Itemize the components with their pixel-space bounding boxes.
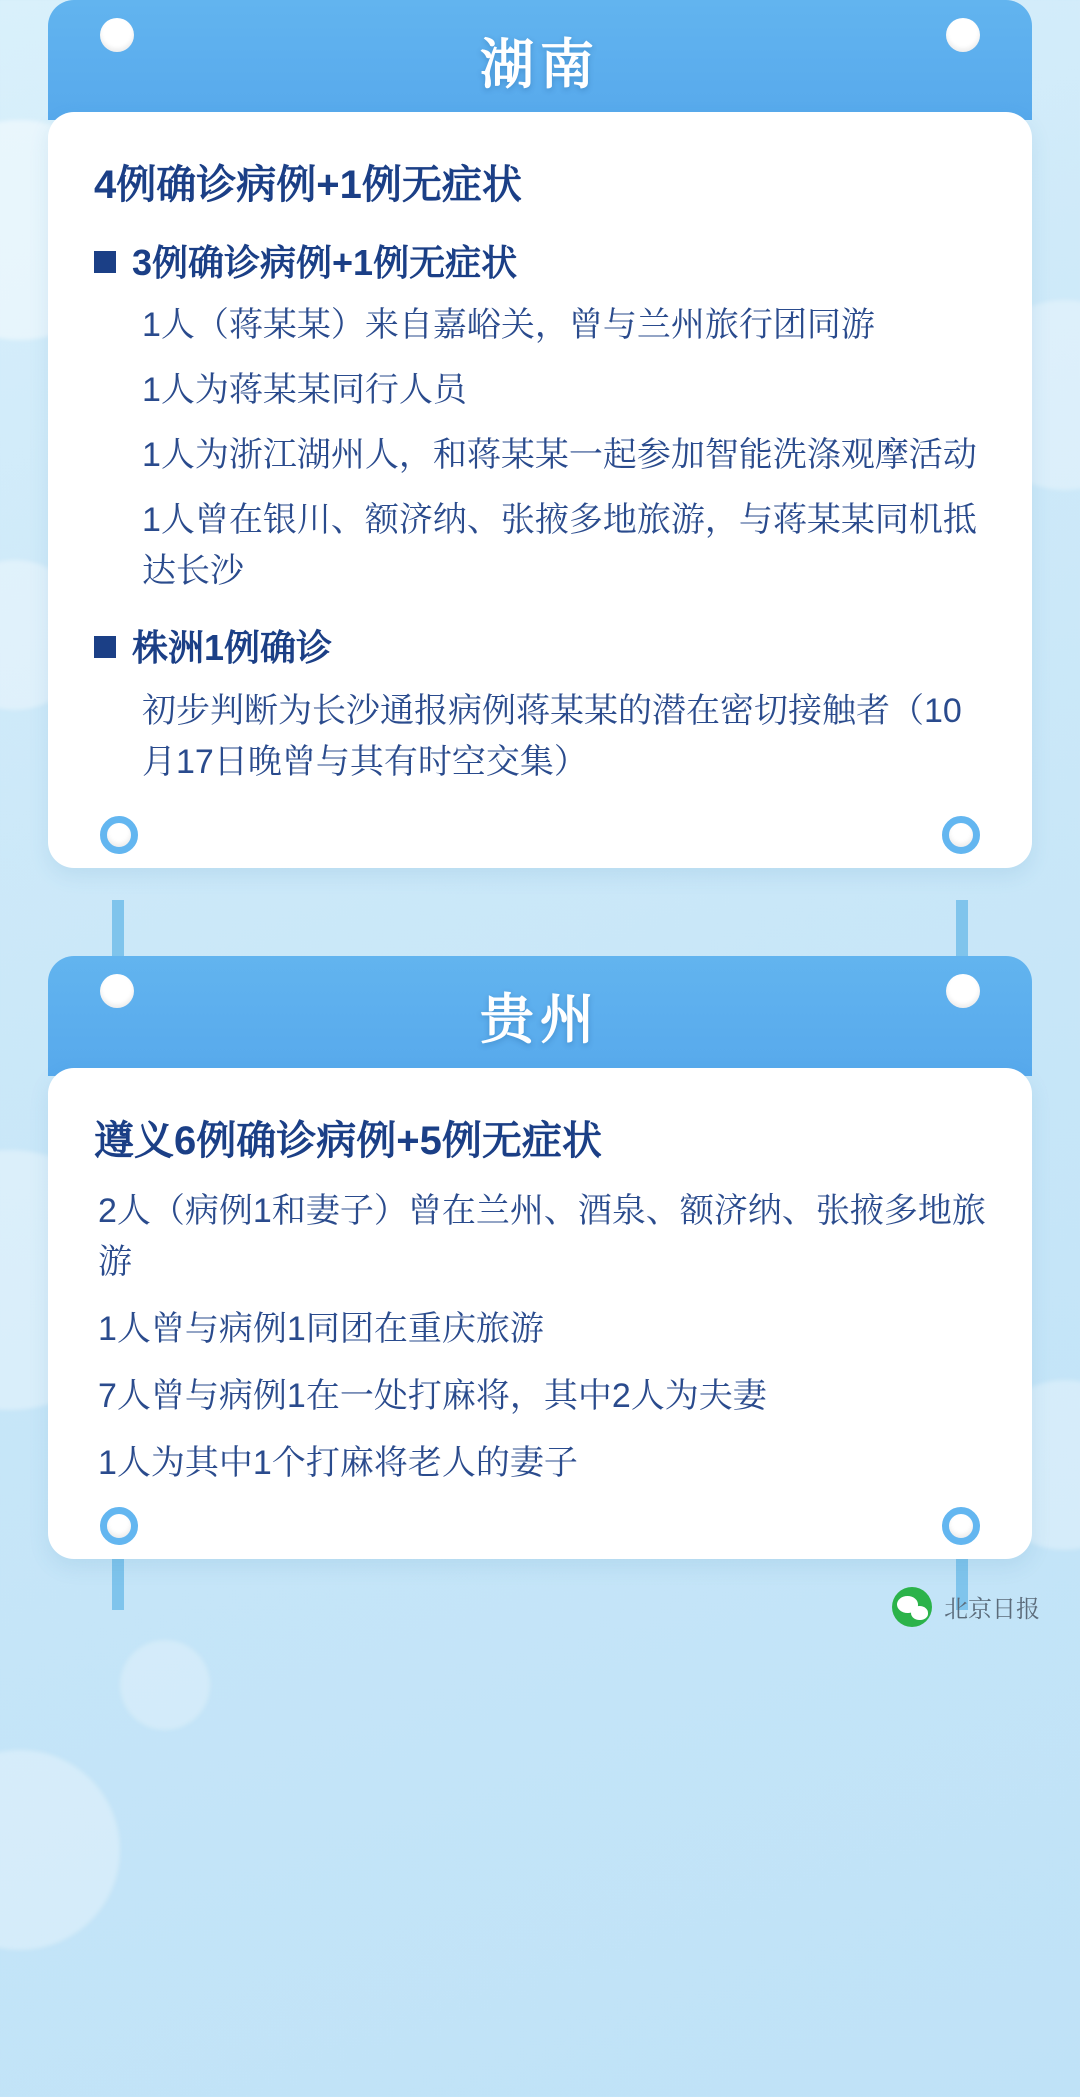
peg-icon <box>942 1507 980 1545</box>
peg-icon <box>100 974 134 1008</box>
list-item: 1人为其中1个打麻将老人的妻子 <box>98 1443 578 1482</box>
publisher-credit <box>892 1587 1040 1627</box>
section-card <box>48 112 1032 868</box>
section-card <box>48 1068 1032 1559</box>
list-item: 初步判断为长沙通报病例蒋某某的潜在密切接触者（10月17日晚曾与其有时空交集） <box>142 691 962 781</box>
headline: 4例确诊病例+1例无症状 <box>94 163 522 207</box>
list-item: 1人为蒋某某同行人员 <box>142 371 467 410</box>
section-title: 湖南 <box>480 34 600 95</box>
section-guizhou <box>48 956 1032 1559</box>
wechat-icon <box>892 1587 932 1627</box>
list-item: 1人为浙江湖州人，和蒋某某一起参加智能洗涤观摩活动 <box>142 436 977 475</box>
peg-icon <box>100 816 138 854</box>
sub-block <box>94 623 986 787</box>
background-blob <box>120 1640 210 1730</box>
peg-icon <box>946 18 980 52</box>
item-list <box>94 300 986 597</box>
peg-icon <box>946 974 980 1008</box>
section-gap <box>0 868 1080 956</box>
section-header <box>48 956 1032 1076</box>
sub-title-text: 3例确诊病例+1例无症状 <box>132 242 518 283</box>
peg-icon <box>100 1507 138 1545</box>
sub-title-row <box>94 623 986 673</box>
peg-icon <box>942 816 980 854</box>
sub-title-text: 株洲1例确诊 <box>132 627 333 669</box>
item-list <box>94 1186 986 1489</box>
section-header <box>48 0 1032 120</box>
square-bullet-icon <box>94 636 116 658</box>
list-item: 7人曾与病例1在一处打麻将，其中2人为夫妻 <box>98 1376 767 1415</box>
list-item: 2人（病例1和妻子）曾在兰州、酒泉、额济纳、张掖多地旅游 <box>98 1191 986 1281</box>
list-item: 1人（蒋某某）来自嘉峪关，曾与兰州旅行团同游 <box>142 306 875 345</box>
peg-icon <box>100 18 134 52</box>
section-title: 贵州 <box>480 990 600 1051</box>
sub-block <box>94 238 986 597</box>
square-bullet-icon <box>94 251 116 273</box>
list-item: 1人曾与病例1同团在重庆旅游 <box>98 1309 544 1348</box>
section-hunan <box>48 0 1032 868</box>
publisher-name: 北京日报 <box>944 1596 1040 1624</box>
sub-title-row <box>94 238 986 288</box>
background-blob <box>0 1750 120 1950</box>
item-list <box>94 686 986 788</box>
list-item: 1人曾在银川、额济纳、张掖多地旅游，与蒋某某同机抵达长沙 <box>142 501 977 591</box>
headline: 遵义6例确诊病例+5例无症状 <box>94 1118 602 1163</box>
